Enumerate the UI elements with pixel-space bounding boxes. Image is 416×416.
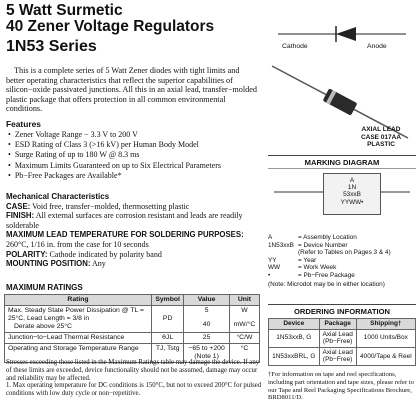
note-1: 1. Max operating temperature for DC conditions is 150°C, but not to exceed 200°C for pulsed conditions with low duty cycle or non−repetitive. — [6, 382, 262, 398]
series-heading: 1N53 Series — [6, 38, 97, 55]
marking-legend — [268, 234, 416, 288]
list-item: • Surge Rating of up to 180 W @ 8.3 ms — [6, 150, 262, 160]
legend-value: = Pb−Free Package — [298, 271, 355, 279]
package-label — [346, 126, 416, 149]
mechanical-heading: Mechanical Characteristics — [6, 192, 110, 201]
temp-line — [6, 230, 262, 249]
intro-paragraph: This is a complete series of 5 Watt Zener diodes with tight limits and better operating characteristics that reflect the superior capabilities of silicon−oxide passivated junctions. All this in an axial lead, transfer−molded plastic package that offers protection in all common environmental conditions. — [6, 66, 257, 114]
list-item: • Maximum Limits Guaranteed on up to Six Electrical Parameters — [6, 161, 262, 171]
legend-key: WW — [268, 264, 281, 272]
ordering-heading: ORDERING INFORMATION — [293, 307, 391, 316]
symbol-cell: θJL — [152, 333, 184, 344]
temp-label: MAXIMUM LEAD TEMPERATURE FOR SOLDERING PURPOSES: — [6, 230, 244, 240]
legend-row — [268, 242, 416, 250]
legend-row — [268, 272, 416, 280]
package-line-3: PLASTIC — [367, 141, 395, 148]
divider — [268, 168, 416, 169]
legend-key: • — [268, 271, 271, 279]
table-row — [5, 333, 260, 344]
mounting-text: Any — [92, 259, 106, 269]
mounting-line — [6, 259, 262, 269]
features-list — [6, 130, 262, 181]
legend-row — [268, 249, 416, 257]
legend-value: = Year — [298, 256, 317, 264]
mounting-label: MOUNTING POSITION: — [6, 259, 91, 269]
value-cell: 25 — [184, 333, 230, 344]
unit-text-2: mW/°C — [233, 321, 256, 328]
shipping-cell: 4000/Tape & Reel — [356, 347, 415, 365]
unit-text: W — [241, 307, 248, 314]
package-line-2: CASE 017AA — [360, 133, 402, 141]
col-device: Device — [269, 319, 320, 330]
legend-value: = Work Week — [298, 264, 337, 272]
ratings-notes — [6, 359, 264, 398]
table-row — [269, 329, 416, 347]
marking-line-4: YYWW• — [340, 198, 364, 206]
device-cell: 1N53xxBRL, G — [269, 347, 320, 365]
max-ratings-heading: MAXIMUM RATINGS — [6, 283, 83, 292]
value-text: −65 to +200 — [188, 345, 225, 352]
polarity-line — [6, 250, 262, 260]
legend-row — [268, 234, 416, 242]
rating-text-2: Derate above 25°C — [14, 323, 72, 330]
col-unit: Unit — [229, 295, 259, 306]
mechanical-section — [6, 192, 262, 269]
page-title — [6, 3, 214, 35]
title-line-1: 5 Watt Surmetic — [6, 2, 123, 19]
package-line-1: AXIAL LEAD — [361, 126, 401, 133]
table-header-row — [5, 295, 260, 306]
table-row — [5, 306, 260, 333]
legend-key: YY — [268, 256, 277, 264]
list-item: • Pb−Free Packages are Available* — [6, 171, 262, 181]
symbol-cell: PD — [152, 306, 184, 333]
device-cell: 1N53xxB, G — [269, 329, 320, 347]
package-text-2: (Pb−Free) — [322, 356, 353, 364]
finish-label: FINISH: — [6, 211, 35, 221]
title-line-2: 40 Zener Voltage Regulators — [6, 18, 215, 35]
legend-note: (Note: Microdot may be in either location) — [268, 280, 385, 288]
package-text-2: (Pb−Free) — [322, 338, 353, 346]
legend-row — [268, 257, 416, 265]
ordering-table — [268, 318, 416, 366]
max-ratings-table — [4, 294, 260, 363]
divider — [268, 155, 416, 156]
marking-line-2: 1N — [347, 184, 357, 192]
case-label: CASE: — [6, 201, 31, 211]
case-text: Void free, transfer−molded, thermosetting plastic — [32, 201, 190, 211]
polarity-label: POLARITY: — [6, 249, 48, 259]
anode-label: Anode — [367, 43, 387, 50]
legend-key: A — [268, 234, 273, 241]
legend-value: (Refer to Tables on Pages 3 & 4) — [298, 249, 391, 257]
package-text: Axial Lead — [322, 348, 353, 356]
col-rating: Rating — [5, 295, 152, 306]
table-row — [269, 347, 416, 365]
rating-cell: Junction−to−Lead Thermal Resistance — [5, 333, 152, 344]
symbol-cell: TJ, Tstg — [152, 344, 184, 363]
value-text: 5 — [204, 307, 209, 314]
value-text-2: 40 — [202, 321, 211, 328]
legend-row — [268, 264, 416, 272]
legend-value: = Device Number — [298, 241, 348, 249]
col-symbol: Symbol — [152, 295, 184, 306]
col-value: Value — [184, 295, 230, 306]
unit-cell: °C/W — [229, 333, 259, 344]
stress-note: Stresses exceeding those listed in the Maximum Ratings table may damage the device. If any of these limits are exceeded, device functionality should not be assumed, damage may occur and reliability may be affected. — [6, 359, 260, 382]
marking-box — [323, 173, 381, 215]
legend-value: = Assembly Location — [298, 234, 357, 241]
cathode-label: Cathode — [282, 43, 308, 50]
legend-key — [268, 249, 298, 257]
case-line — [6, 202, 262, 212]
list-item: • Zener Voltage Range − 3.3 V to 200 V — [6, 130, 262, 140]
features-heading: Features — [6, 119, 41, 129]
rating-cell: Operating and Storage Temperature Range — [5, 344, 152, 363]
marking-heading: MARKING DIAGRAM — [304, 158, 380, 167]
value-text-2: (Note 1) — [194, 353, 219, 360]
col-shipping: Shipping† — [356, 319, 415, 330]
unit-cell — [229, 306, 259, 333]
package-cell — [319, 329, 356, 347]
marking-line-3: 53xxB — [343, 191, 361, 199]
marking-text — [324, 177, 380, 206]
ordering-note: †For information on tape and reel specifications, including part orientation and tape sizes, please refer to our Tape and Reel Packaging Specifications Brochure, BRD8011/D. — [268, 371, 414, 402]
divider — [268, 304, 416, 305]
legend-key: 1N53xxB — [268, 241, 294, 249]
rating-text: Max. Steady State Power Dissipation @ TL = 25°C, Lead Length = 3/8 in — [8, 307, 144, 322]
polarity-text: Cathode indicated by polarity band — [49, 249, 162, 259]
list-item: • ESD Rating of Class 3 (>16 kV) per Human Body Model — [6, 140, 262, 150]
value-cell — [184, 306, 230, 333]
package-text: Axial Lead — [322, 330, 353, 338]
table-header-row — [269, 319, 416, 330]
package-cell — [319, 347, 356, 365]
temp-text: 260°C, 1/16 in. from the case for 10 seconds — [6, 239, 149, 249]
shipping-cell: 1000 Units/Box — [356, 329, 415, 347]
col-package: Package — [319, 319, 356, 330]
rating-cell — [5, 306, 152, 333]
finish-line — [6, 211, 262, 230]
unit-cell: °C — [229, 344, 259, 363]
marking-line-1: A — [349, 177, 355, 184]
finish-text: All external surfaces are corrosion resistant and leads are readily solderable — [6, 211, 243, 230]
